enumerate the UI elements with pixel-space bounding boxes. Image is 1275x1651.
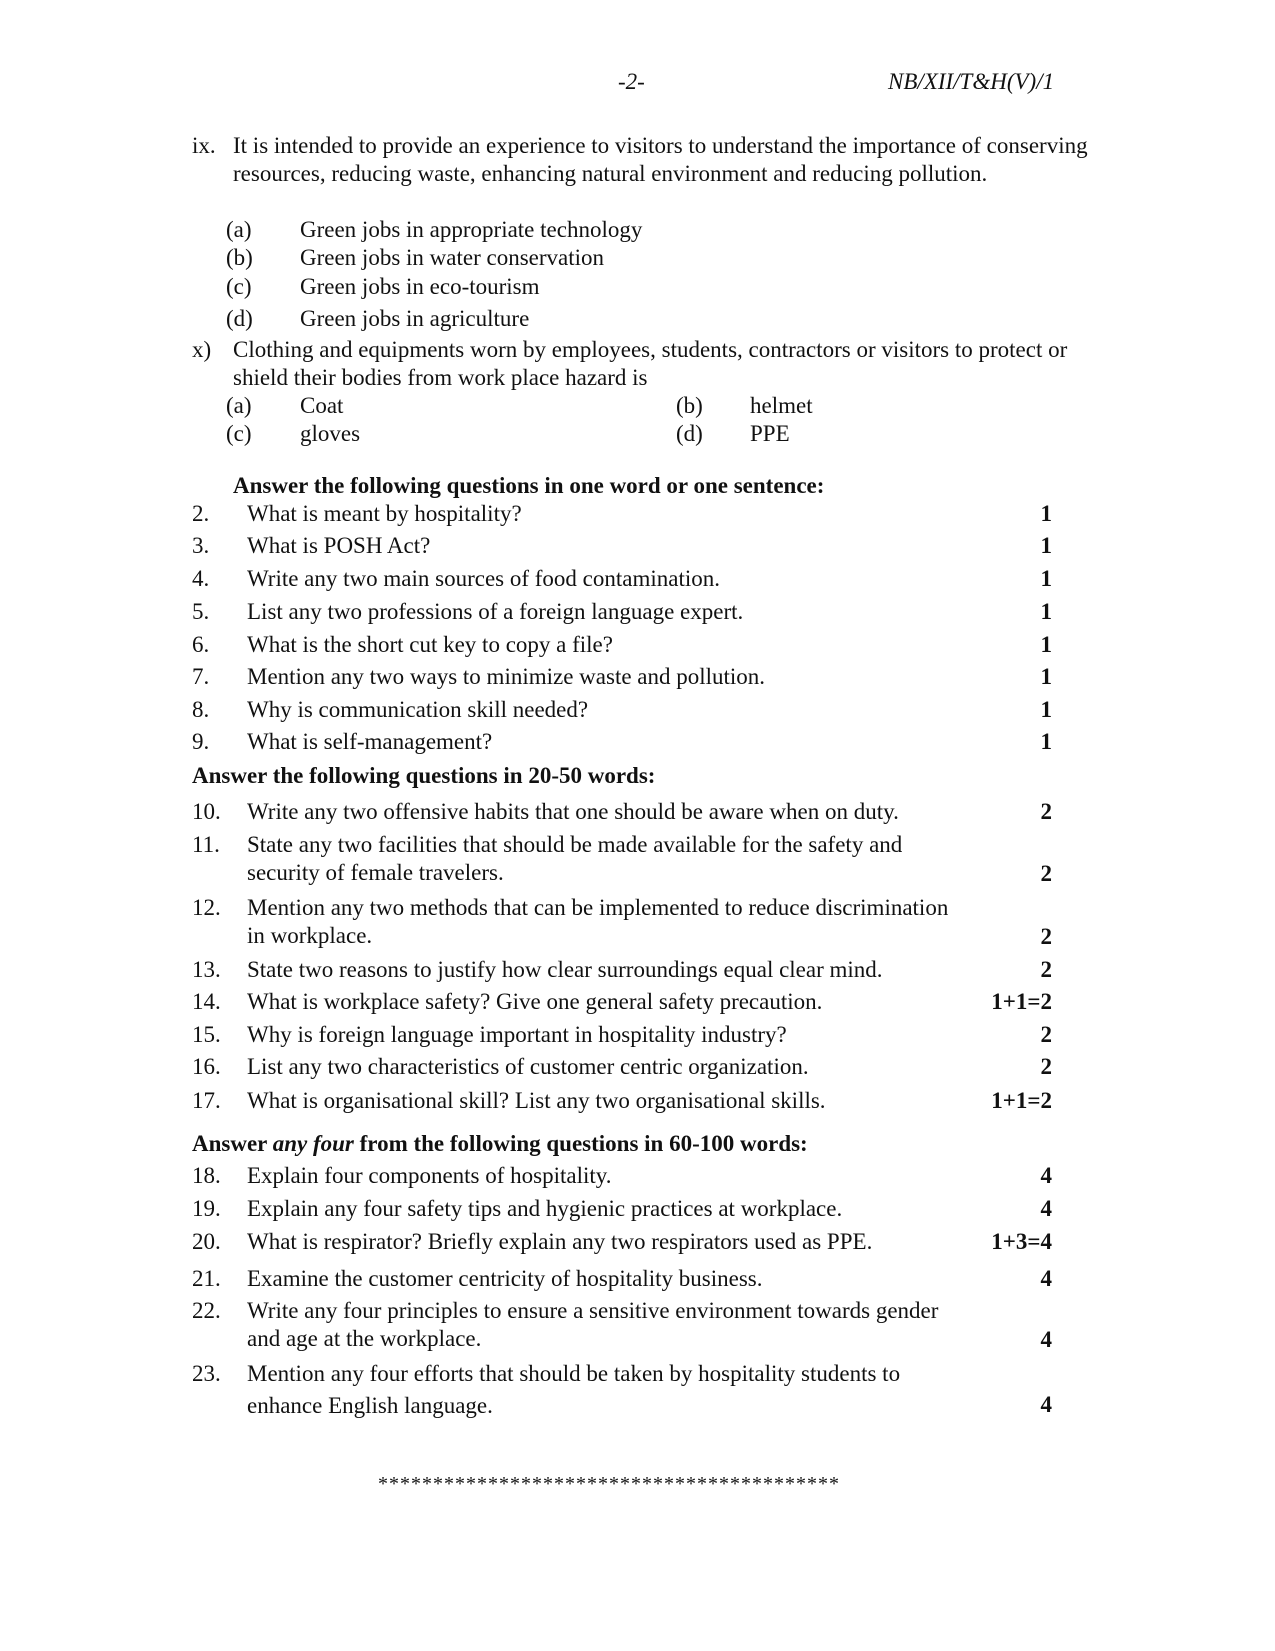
question-text: What is self-management?: [247, 729, 493, 754]
question-number: x): [192, 337, 212, 362]
question-number: 12.: [192, 895, 221, 920]
option-text: Coat: [300, 393, 344, 418]
marks: 2: [1040, 1054, 1052, 1079]
marks: 4: [1040, 1392, 1052, 1417]
question-text: What is workplace safety? Give one general safety precaution.: [247, 989, 823, 1014]
marks: 1+1=2: [991, 1088, 1052, 1113]
option-text: helmet: [750, 393, 813, 418]
question-number: 8.: [192, 697, 210, 722]
question-number: 11.: [192, 832, 220, 857]
question-number: 16.: [192, 1054, 221, 1079]
option-text: Green jobs in water conservation: [300, 245, 605, 270]
marks: 1: [1040, 729, 1052, 754]
question-text: List any two professions of a foreign language expert.: [247, 599, 744, 624]
marks: 2: [1040, 924, 1052, 949]
option-text: Green jobs in agriculture: [300, 306, 530, 331]
marks: 1: [1040, 632, 1052, 657]
question-text: State two reasons to justify how clear surroundings equal clear mind.: [247, 957, 883, 982]
question-number: 23.: [192, 1361, 221, 1386]
question-text: Write any two offensive habits that one should be aware when on duty.: [247, 799, 899, 824]
marks: 1: [1040, 599, 1052, 624]
question-number: 7.: [192, 664, 210, 689]
marks: 4: [1040, 1266, 1052, 1291]
marks: 4: [1040, 1196, 1052, 1221]
option-label: (b): [676, 393, 703, 418]
question-text: What is the short cut key to copy a file?: [247, 632, 613, 657]
question-text: It is intended to provide an experience to visitors to understand the importance of conserving resources, reducing waste, enhancing natural environment and reducing pollution.: [233, 133, 1088, 186]
option-label: (c): [226, 421, 252, 446]
marks: 1: [1040, 533, 1052, 558]
marks: 2: [1040, 861, 1052, 886]
mcq-question-ix: [192, 132, 1092, 188]
option-text: Green jobs in eco-tourism: [300, 274, 540, 299]
section-heading-long-answer: [192, 1130, 808, 1158]
option-label: (a): [226, 217, 252, 242]
question-text: Write any two main sources of food contamination.: [247, 566, 721, 591]
question-text: Write any four principles to ensure a sensitive environment towards gender and age at the workplace.: [247, 1298, 939, 1351]
question-text: What is organisational skill? List any two organisational skills.: [247, 1088, 826, 1113]
question-number: 22.: [192, 1298, 221, 1323]
question-text: What is respirator? Briefly explain any two respirators used as PPE.: [247, 1229, 873, 1254]
option-text: gloves: [300, 421, 361, 446]
marks: 4: [1040, 1327, 1052, 1352]
marks: 1: [1040, 566, 1052, 591]
question-number: 14.: [192, 989, 221, 1014]
question-number: 15.: [192, 1022, 221, 1047]
question-text: Why is foreign language important in hospitality industry?: [247, 1022, 787, 1047]
question-number: 18.: [192, 1163, 221, 1188]
marks: 2: [1040, 957, 1052, 982]
question-text: Clothing and equipments worn by employees, students, contractors or visitors to protect or shield their bodies from work place hazard is: [233, 337, 1068, 390]
option-text: PPE: [750, 421, 790, 446]
marks: 2: [1040, 1022, 1052, 1047]
question-text: What is POSH Act?: [247, 533, 431, 558]
question-number: 9.: [192, 729, 210, 754]
section-heading-short-answer: Answer the following questions in 20-50 words:: [192, 763, 656, 788]
question-number: 2.: [192, 501, 210, 526]
mcq-question-x: [192, 336, 1092, 392]
option-label: (c): [226, 274, 252, 299]
question-text: Mention any two ways to minimize waste and pollution.: [247, 664, 766, 689]
question-number: 4.: [192, 566, 210, 591]
page-number: -2-: [618, 69, 645, 94]
question-text: Explain four components of hospitality.: [247, 1163, 612, 1188]
question-text: List any two characteristics of customer centric organization.: [247, 1054, 809, 1079]
question-text: Why is communication skill needed?: [247, 697, 589, 722]
option-label: (d): [226, 306, 253, 331]
question-number: 20.: [192, 1229, 221, 1254]
question-text: Mention any two methods that can be implemented to reduce discrimination in workplace.: [247, 895, 949, 948]
question-number: 6.: [192, 632, 210, 657]
heading-text-post: from the following questions in 60-100 words:: [353, 1131, 808, 1156]
question-text: Explain any four safety tips and hygienic practices at workplace.: [247, 1196, 843, 1221]
option-label: (a): [226, 393, 252, 418]
question-text: Examine the customer centricity of hospitality business.: [247, 1266, 763, 1291]
section-heading-one-word: Answer the following questions in one word or one sentence:: [233, 473, 825, 498]
question-number: 13.: [192, 957, 221, 982]
question-number: 10.: [192, 799, 221, 824]
option-label: (b): [226, 245, 253, 270]
question-number: 17.: [192, 1088, 221, 1113]
heading-text-pre: Answer: [192, 1131, 273, 1156]
option-label: (d): [676, 421, 703, 446]
question-number: 5.: [192, 599, 210, 624]
question-number: 3.: [192, 533, 210, 558]
marks: 1: [1040, 501, 1052, 526]
option-text: Green jobs in appropriate technology: [300, 217, 643, 242]
question-text: What is meant by hospitality?: [247, 501, 522, 526]
marks: 1: [1040, 664, 1052, 689]
question-text: Mention any four efforts that should be taken by hospitality students to enhance English language.: [247, 1361, 901, 1418]
marks: 2: [1040, 799, 1052, 824]
question-number: 19.: [192, 1196, 221, 1221]
question-number: ix.: [192, 133, 216, 158]
marks: 1+3=4: [991, 1229, 1052, 1254]
end-of-paper-divider: ******************************************: [378, 1473, 840, 1495]
paper-code: NB/XII/T&H(V)/1: [888, 69, 1055, 94]
marks: 1+1=2: [991, 989, 1052, 1014]
marks: 1: [1040, 697, 1052, 722]
heading-text-emphasis: any four: [272, 1131, 354, 1156]
marks: 4: [1040, 1163, 1052, 1188]
question-number: 21.: [192, 1266, 221, 1291]
question-text: State any two facilities that should be made available for the safety and security of female travelers.: [247, 832, 903, 885]
